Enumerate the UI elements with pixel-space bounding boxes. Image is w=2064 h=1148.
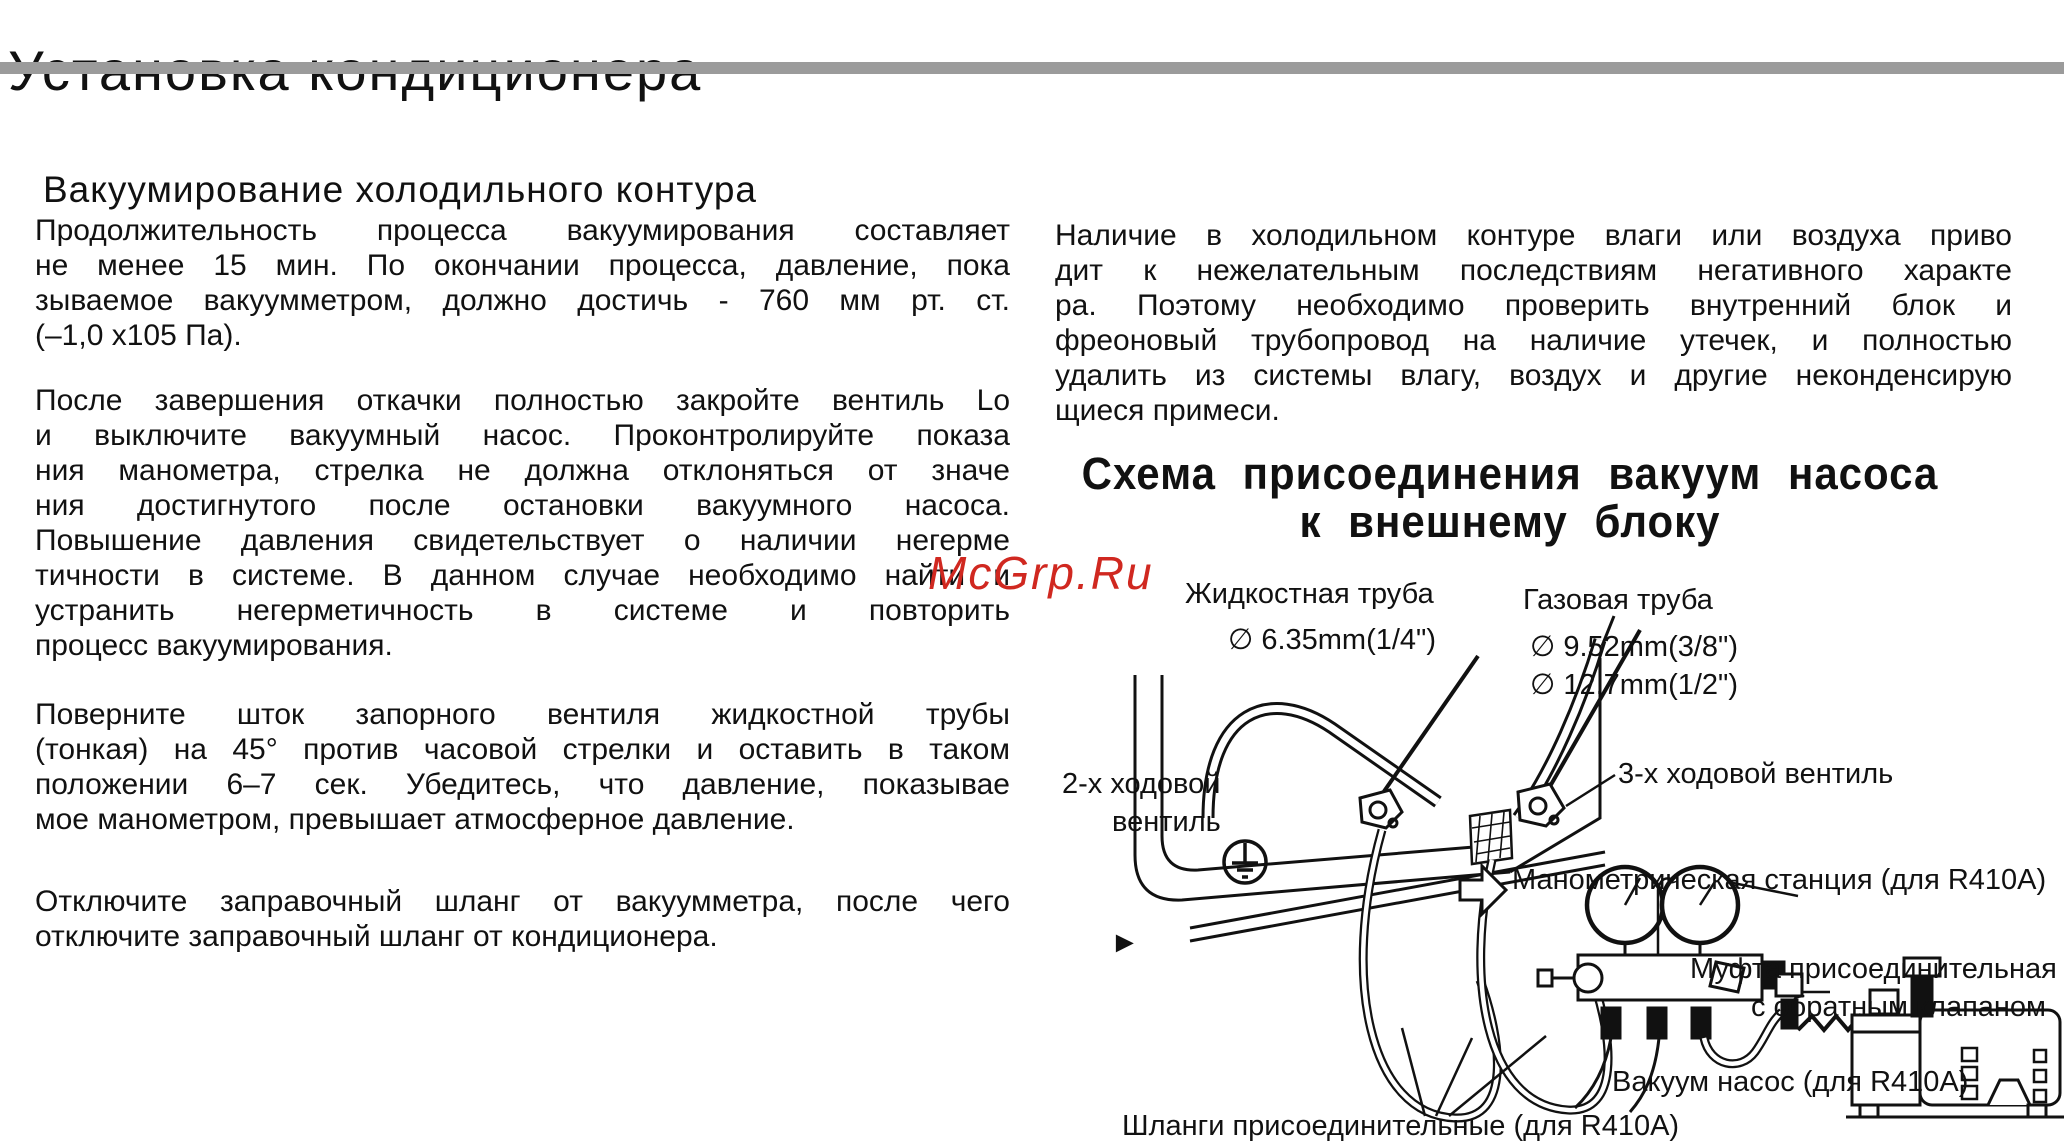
- text-line: щиеся примеси.: [1055, 394, 1280, 427]
- hoses-leader-lines: [1402, 1028, 1546, 1116]
- text-line: Наличие в холодильном контуре влаги или воздуха приво: [1055, 219, 2012, 252]
- label-gas-pipe: Газовая труба: [1523, 584, 1713, 616]
- right-paragraph-moisture: [1055, 218, 2012, 428]
- label-hoses: Шланги присоединительные (для R410A): [1122, 1110, 1680, 1142]
- text-line: положении 6–7 сек. Убедитесь, что давление, показывае: [35, 768, 1010, 801]
- label-two-way-valve-line2: вентиль: [1112, 806, 1221, 838]
- text-line: Повышение давления свидетельствует о наличии негерме: [35, 524, 1010, 557]
- text-line: Продолжительность процесса вакуумирования составляет: [35, 214, 1010, 247]
- three-way-leader-line: [1566, 775, 1615, 806]
- label-three-way-valve: 3-х ходовой вентиль: [1618, 758, 1894, 790]
- left-paragraph-duration: [35, 213, 1010, 353]
- text-line: не менее 15 мин. По окончании процесса, давление, пока: [35, 249, 1010, 282]
- schema-heading: [1040, 448, 1980, 547]
- label-manifold-station: Манометрическая станция (для R410A): [1512, 864, 2047, 896]
- label-vacuum-pump: Вакуум насос (для R410A): [1612, 1066, 1969, 1098]
- text-line: ния манометра, стрелка не должна отклоняться от значе: [35, 454, 1010, 487]
- label-gas-pipe-size2: ∅ 12.7mm(1/2"): [1530, 669, 1738, 701]
- label-coupling-line2: с обратным клапаном: [1750, 991, 2046, 1023]
- text-line: зываемое вакуумметром, должно достичь - 760 мм рт. ст.: [35, 284, 1010, 317]
- text-line: отключите заправочный шланг от кондиционера.: [35, 920, 718, 953]
- label-coupling-line1: Муфта присоединительная: [1690, 953, 2057, 985]
- watermark-mcgrp: McGrp.Ru: [928, 547, 1154, 599]
- text-line: процесс вакуумирования.: [35, 629, 393, 662]
- text-line: После завершения откачки полностью закройте вентиль Lo: [35, 384, 1010, 417]
- text-line: и выключите вакуумный насос. Проконтролируйте показа: [35, 419, 1010, 452]
- label-gas-pipe-size1: ∅ 9.52mm(3/8"): [1530, 631, 1738, 663]
- text-line: устранить негерметичность в системе и повторить: [35, 594, 1010, 627]
- two-way-valve-drawing: [1360, 790, 1402, 828]
- three-way-valve-drawing: [1470, 784, 1564, 864]
- left-paragraph-turn-stem: [35, 697, 1010, 837]
- text-line: дит к нежелательным последствиям негативного характе: [1055, 254, 2012, 287]
- left-paragraph-after-pumping: [35, 383, 1010, 663]
- text-line: удалить из системы влагу, воздух и другие неконденсирую: [1055, 359, 2012, 392]
- left-paragraph-disconnect: [35, 884, 1010, 954]
- section-heading: Вакуумирование холодильного контура: [43, 168, 757, 210]
- label-coupling: [1690, 950, 2057, 1026]
- text-line: тичности в системе. В данном случае необходимо найти и: [35, 559, 1010, 592]
- text-line: (тонкая) на 45° против часовой стрелки и оставить в таком: [35, 733, 1010, 766]
- label-liquid-pipe: Жидкостная труба: [1185, 578, 1434, 610]
- text-line: фреоновый трубопровод на наличие утечек, и полностью: [1055, 324, 2012, 357]
- text-line: (–1,0 х105 Па).: [35, 319, 242, 352]
- label-two-way-valve-line1: 2-х ходовой: [1062, 768, 1221, 800]
- schema-heading-line2: к внешнему блоку: [1299, 496, 1721, 547]
- title-underline: [0, 62, 2064, 74]
- text-line: Отключите заправочный шланг от вакуумметра, после чего: [35, 885, 1010, 918]
- list-pointer-triangle: ►: [1110, 926, 1140, 959]
- text-line: Поверните шток запорного вентиля жидкостной трубы: [35, 698, 1010, 731]
- text-line: ра. Поэтому необходимо проверить внутренний блок и: [1055, 289, 2012, 322]
- label-liquid-pipe-size: ∅ 6.35mm(1/4"): [1228, 624, 1436, 656]
- text-line: мое манометром, превышает атмосферное давление.: [35, 803, 795, 836]
- schema-heading-line1: Схема присоединения вакуум насоса: [1081, 448, 1939, 499]
- grounding-symbol: [1224, 841, 1266, 883]
- text-line: ния достигнутого после остановки вакуумного насоса.: [35, 489, 1010, 522]
